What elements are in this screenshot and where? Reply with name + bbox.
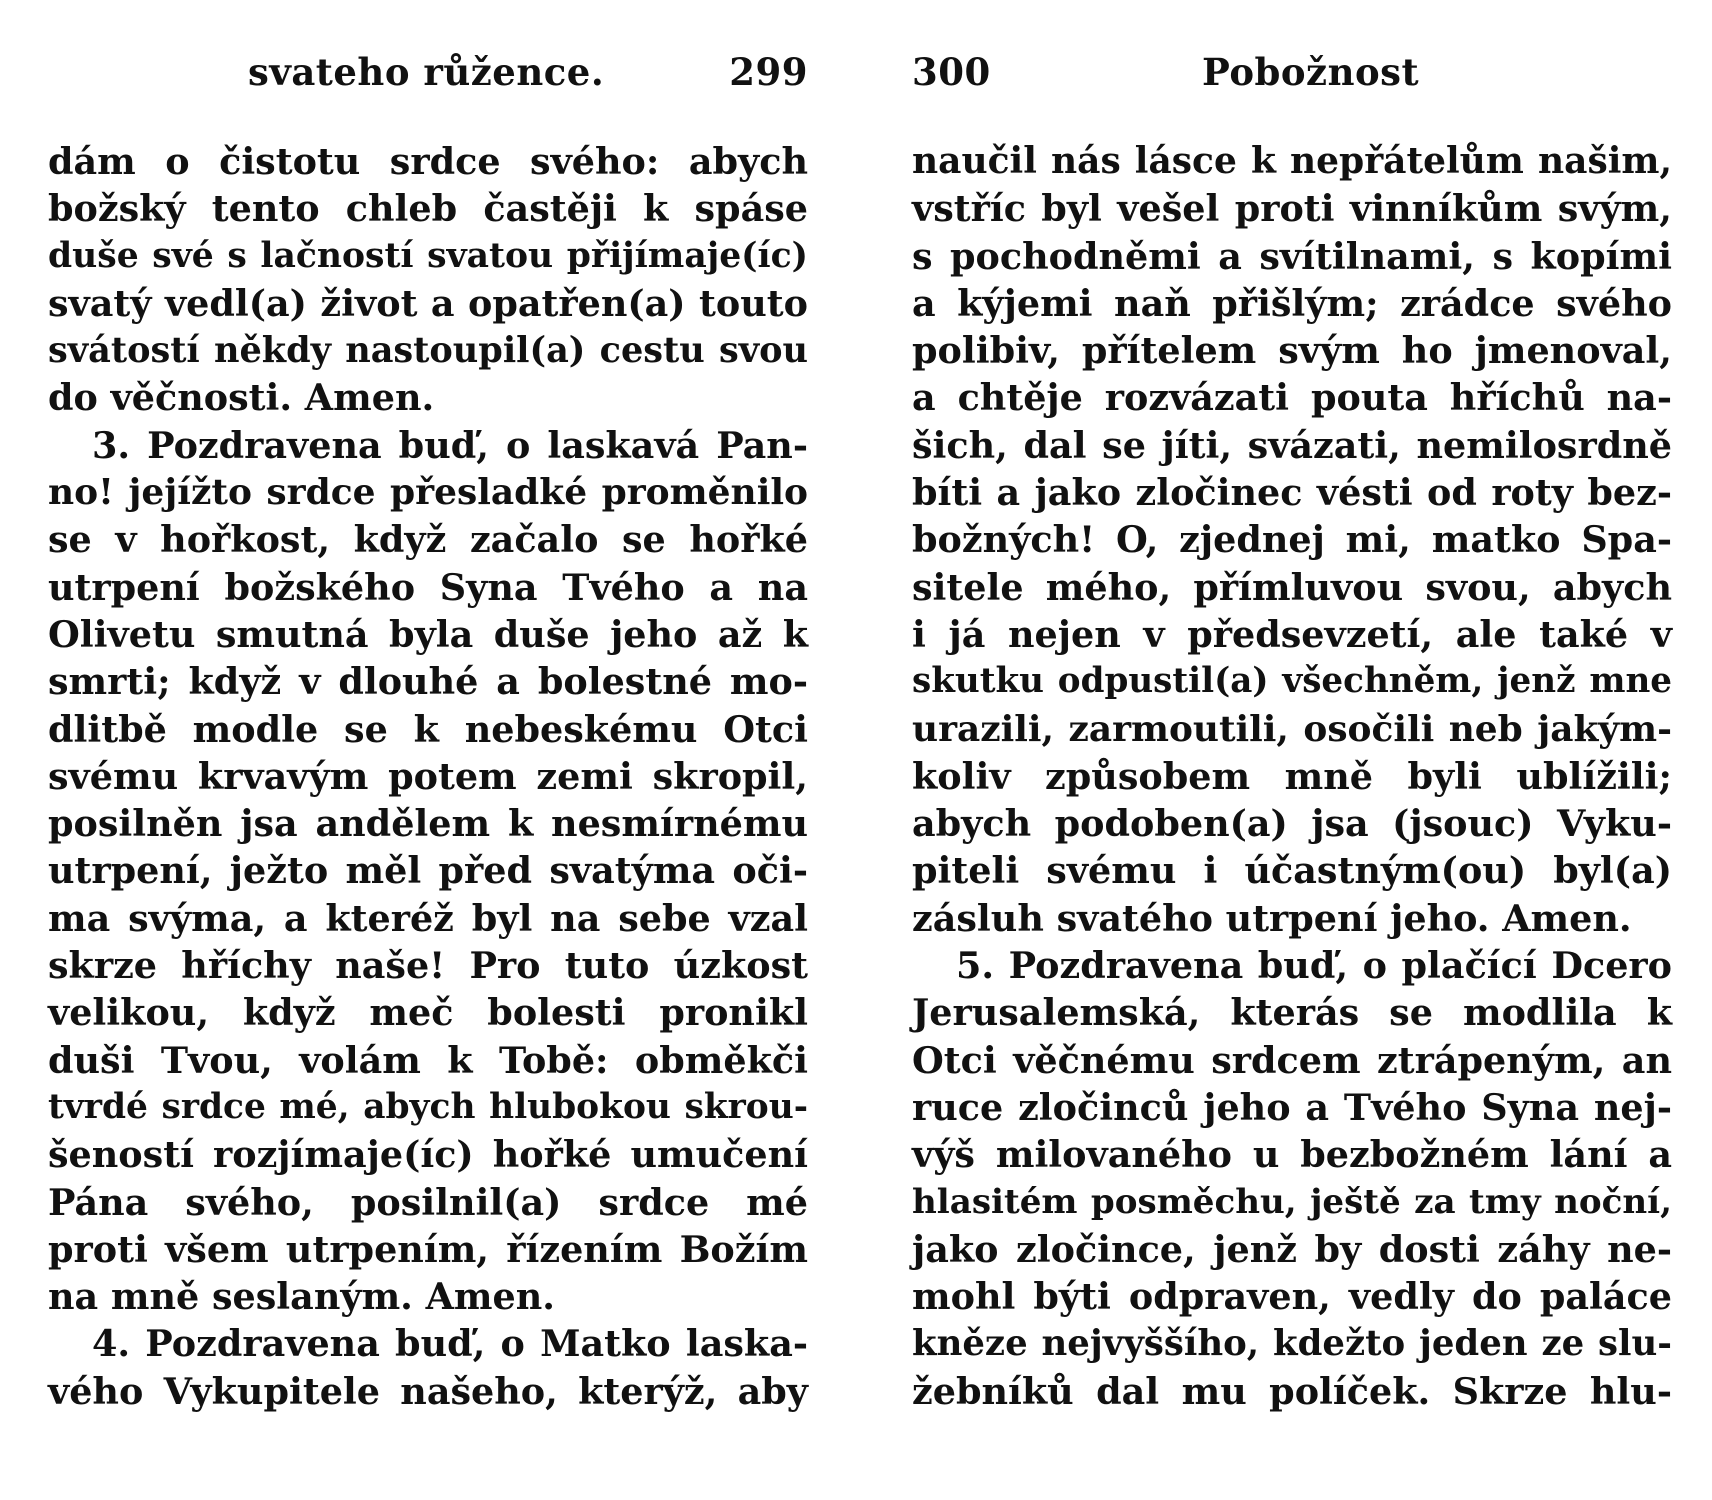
text-line: 5. Pozdravena buď, o plačící Dcero <box>956 944 1672 988</box>
text-line: zásluh svatého utrpení jeho. Amen. <box>912 896 1632 940</box>
text-line: Jerusalemská, kterás se modlila k <box>912 991 1672 1035</box>
right-page-number: 300 <box>912 50 991 94</box>
left-body-text <box>48 138 808 1415</box>
text-line: se v hořkost, když začalo se hořké <box>48 518 808 562</box>
text-line: dám o čistotu srdce svého: abych <box>48 140 808 183</box>
right-body-text <box>912 138 1672 1415</box>
text-line: žebníků dal mu políček. Skrze hlu- <box>912 1369 1672 1413</box>
text-line: šeností rozjímaje(íc) hořké umučení <box>48 1133 808 1177</box>
text-line: Pána svého, posilnil(a) srdce mé <box>48 1180 808 1224</box>
text-line: hlasitém posměchu, ještě za tmy noční, <box>912 1181 1672 1222</box>
text-line: abych podoben(a) jsa (jsouc) Vyku- <box>912 802 1672 846</box>
text-line: božský tento chleb častěji k spáse <box>48 187 808 231</box>
text-line: utrpení, ježto měl před svatýma oči- <box>48 849 808 893</box>
text-line: božných! O, zjednej mi, matko Spa- <box>912 518 1672 562</box>
text-line: ma svýma, a kteréž byl na sebe vzal <box>48 896 808 940</box>
text-line: sitele mého, přímluvou svou, abych <box>912 565 1672 609</box>
text-line: urazili, zarmoutili, osočili neb jakým- <box>912 707 1672 750</box>
text-line: do věčnosti. Amen. <box>48 376 435 420</box>
text-line: duši Tvou, volám k Tobě: obměkči <box>48 1038 808 1082</box>
right-running-head <box>912 50 1672 110</box>
text-line: Olivetu smutná byla duše jeho až k <box>48 612 808 656</box>
text-line: šich, dal se jíti, svázati, nemilosrdně <box>912 423 1672 467</box>
text-line: vstříc byl vešel proti vinníkům svým, <box>912 187 1672 231</box>
text-line: no! jejížto srdce přesladké proměnilo <box>48 471 808 514</box>
text-line: skrze hříchy naše! Pro tuto úzkost <box>48 944 808 988</box>
text-line: utrpení božského Syna Tvého a na <box>48 565 808 609</box>
text-line: polibiv, přítelem svým ho jmenoval, <box>912 329 1672 373</box>
text-line: jako zločince, jenž by dosti záhy ne- <box>912 1227 1672 1271</box>
text-line: Otci věčnému srdcem ztrápeným, an <box>912 1038 1672 1082</box>
text-line: velikou, když meč bolesti pronikl <box>48 991 808 1035</box>
right-page <box>912 50 1672 1450</box>
text-line: tvrdé srdce mé, abych hlubokou skrou- <box>48 1086 808 1127</box>
text-line: smrti; když v dlouhé a bolestné mo- <box>48 660 808 704</box>
text-line: a chtěje rozvázati pouta hříchů na- <box>912 376 1672 420</box>
left-running-head <box>48 50 808 110</box>
text-line: výš milovaného u bezbožném lání a <box>912 1133 1672 1177</box>
text-line: posilněn jsa andělem k nesmírnému <box>48 802 808 846</box>
text-line: duše své s lačností svatou přijímaje(íc) <box>48 235 808 276</box>
text-line: koliv způsobem mně byli ublížili; <box>912 754 1672 798</box>
text-line: dlitbě modle se k nebeskému Otci <box>48 707 808 751</box>
text-line: skutku odpustil(a) všechněm, jenž mne <box>912 661 1672 702</box>
text-line: proti všem utrpením, řízením Božím <box>48 1227 808 1271</box>
text-line: svatý vedl(a) život a opatřen(a) touto <box>48 281 808 325</box>
text-line: a kýjemi naň přišlým; zrádce svého <box>912 281 1672 325</box>
text-line: piteli svému i účastným(ou) byl(a) <box>912 849 1672 893</box>
text-line: i já nejen v předsevzetí, ale také v <box>912 612 1672 656</box>
right-running-title: Pobožnost <box>1202 50 1420 94</box>
text-line: vého Vykupitele našeho, kterýž, aby <box>48 1369 808 1413</box>
text-line: 3. Pozdravena buď, o laskavá Pan- <box>92 423 808 467</box>
text-line: svému krvavým potem zemi skropil, <box>48 754 808 798</box>
left-running-title: svateho růžence. <box>248 50 605 94</box>
text-line: ruce zločinců jeho a Tvého Syna nej- <box>912 1085 1672 1129</box>
text-line: kněze nejvyššího, kdežto jeden ze slu- <box>912 1323 1672 1365</box>
text-line: bíti a jako zločinec vésti od roty bez- <box>912 471 1672 515</box>
text-line: mohl býti odpraven, vedly do paláce <box>912 1275 1672 1319</box>
left-page-number: 299 <box>729 50 808 94</box>
text-line: s pochodněmi a svítilnami, s kopími <box>912 234 1672 278</box>
text-line: na mně seslaným. Amen. <box>48 1275 556 1319</box>
text-line: svátostí někdy nastoupil(a) cestu svou <box>48 330 808 372</box>
text-line: naučil nás lásce k nepřátelům našim, <box>912 140 1672 182</box>
text-line: 4. Pozdravena buď, o Matko laska- <box>92 1322 808 1366</box>
left-page <box>48 50 808 1450</box>
